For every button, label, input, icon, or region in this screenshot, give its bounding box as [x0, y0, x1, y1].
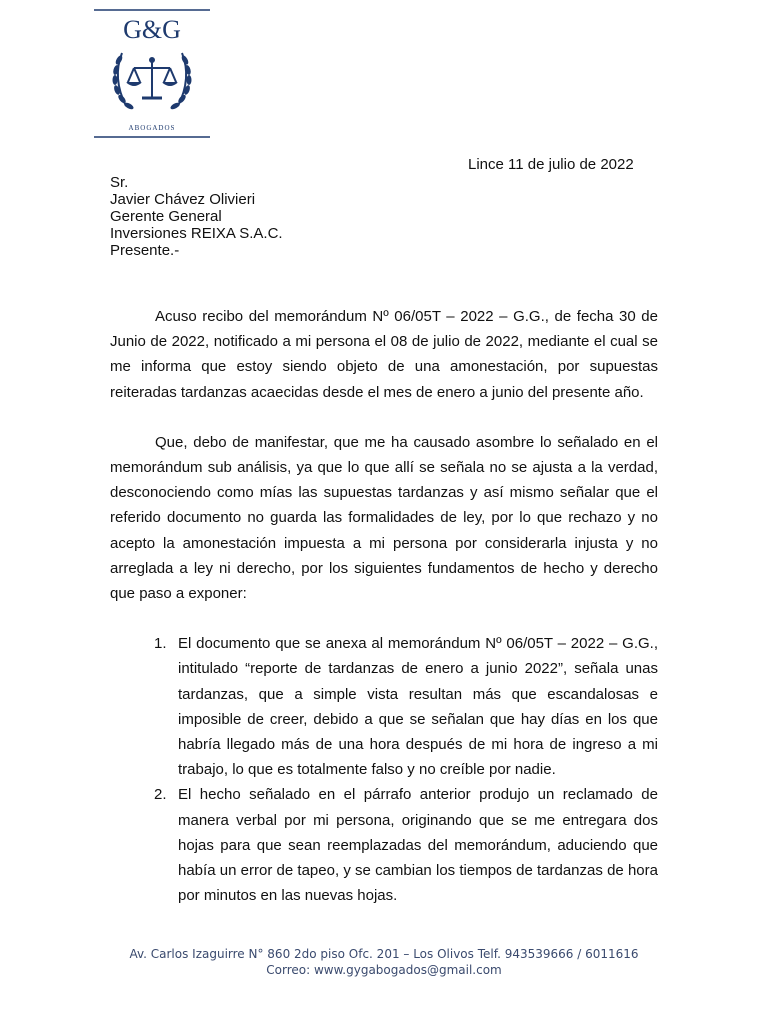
recipient-closing: Presente.-: [110, 242, 180, 259]
logo-title: G&G: [123, 15, 181, 44]
grounds-list: [110, 631, 658, 908]
list-item: [110, 782, 658, 908]
footer-address: Av. Carlos Izaguirre N° 860 2do piso Ofc. 201 – Los Olivos Telf. 943539666 / 6011616: [129, 947, 639, 961]
list-item-text: El hecho señalado en el párrafo anterior produjo un reclamado de manera verbal por mi persona, originando que se me entregara dos hojas para que sean reemplazadas del memorándum, aduciendo que había un error de tapeo, y se cambian los tiempos de tardanzas de hora por minutos en las nuevas hojas.: [178, 786, 658, 905]
recipient-block: [110, 174, 283, 259]
list-item-number: 1.: [154, 635, 167, 653]
scales-icon: [127, 58, 177, 98]
recipient-company: Inversiones REIXA S.A.C.: [110, 225, 283, 242]
letterhead-footer: [0, 946, 768, 978]
paragraph-acknowledgement: Acuso recibo del memorándum Nº 06/05T – 2022 – G.G., de fecha 30 de Junio de 2022, notificado a mi persona el 08 de julio de 2022, mediante el cual se me informa que estoy siendo objeto de una amonestación, por supuestas reiteradas tardanzas acaecidas desde el mes de enero a junio del presente año.: [110, 308, 658, 401]
logo-subtitle: ABOGADOS: [128, 124, 176, 132]
paragraph-objection: Que, debo de manifestar, que me ha causado asombre lo señalado en el memorándum sub análisis, ya que lo que allí se señala no se ajusta a la verdad, desconociendo como mías las supuestas tardanzas y así mismo señalar que el referido documento no guarda las formalidades de ley, por lo que rechazo y no acepto la amonestación impuesta a mi persona por considerarla injusta y no arreglada a ley ni derecho, por los siguientes fundamentos de hecho y derecho que paso a exponer:: [110, 433, 658, 603]
list-item-text: El documento que se anexa al memorándum Nº 06/05T – 2022 – G.G., intitulado “reporte de tardanzas de enero a junio 2022”, señala unas tardanzas, que a simple vista resultan más que escandalosas e imposible de creer, debido a que se señalan que hay días en los que habría llegado más de una hora después de mi hora de ingreso a mi trabajo, lo que es totalmente falso y no creíble por nadie.: [178, 635, 658, 779]
letter-body: [110, 304, 658, 908]
recipient-position: Gerente General: [110, 208, 222, 225]
recipient-name: Javier Chávez Olivieri: [110, 191, 256, 208]
list-item: [110, 631, 658, 782]
firm-logo: [92, 8, 212, 140]
logo-graphic: [92, 8, 212, 140]
list-item-number: 2.: [154, 786, 167, 804]
letter-date: Lince 11 de julio de 2022: [468, 156, 634, 173]
footer-email: Correo: www.gygabogados@gmail.com: [266, 963, 502, 977]
recipient-salutation: Sr.: [110, 174, 129, 191]
